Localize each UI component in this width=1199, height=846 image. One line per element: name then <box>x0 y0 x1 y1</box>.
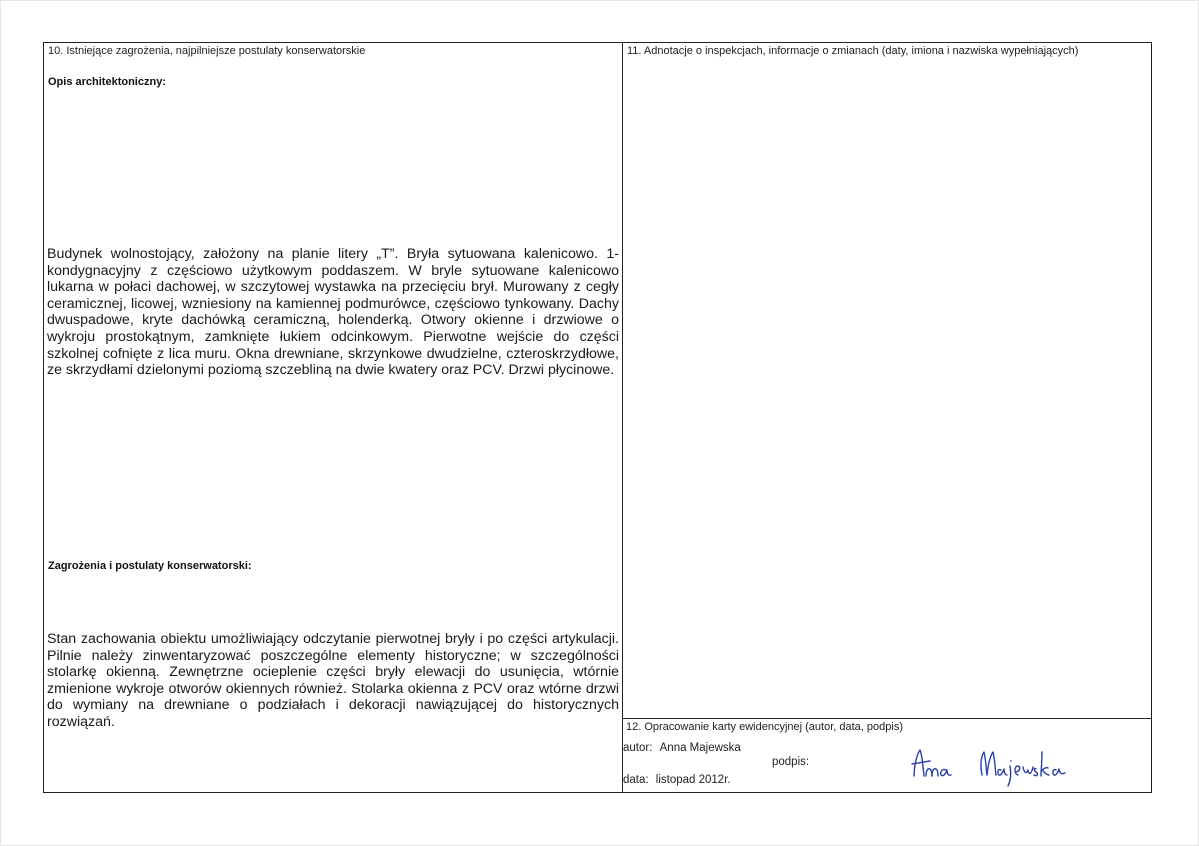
signature-label: podpis: <box>772 756 810 768</box>
architecture-description: Budynek wolnostojący, założony na planie litery „T”. Bryła sytuowana kalenicowo. 1-kondygnacyjny z częściowo użytkowym poddaszem. W bryle sytuowane kalenicowo lukarna w połaci dachowej, w szczytowej wystawka na przecięciu brył. Murowany z cegły ceramicznej, licowej, wzniesiony na kamiennej podmurówce, częściowo tynkowany. Dachy dwuspadowe, kryte dachówką ceramiczną, holenderką. Otwory okienne i drzwiowe o wykroju prostokątnym, zamknięte łukiem odcinkowym. Pierwotne wejście do części szkolnej cofnięte z lica muru. Okna drewniane, skrzynkowe dwudzielne, czteroskrzydłowe, ze skrzydłami dzielonymi poziomą szczebliną na dwie kwatery oraz PCV. Drzwi płycinowe. <box>47 246 619 379</box>
author-value: Anna Majewska <box>659 742 741 754</box>
threats-description: Stan zachowania obiektu umożliwiający odczytanie pierwotnej bryły i po części artykulacji. Pilnie należy zinwentaryzować poszczególne elementy historyczne; w szczególności stolarkę okienną. Zewnętrzne ocieplenie części bryły elewacji do usunięcia, wtórnie zmienione wykroje otworów okiennych również. Stolarka okienna z PCV oraz wtórne drzwi do wymiany na drewniane o podziałach i dekoracji nawiązującej do historycznych rozwiązań. <box>47 631 619 730</box>
author-label: autor: <box>623 742 653 754</box>
section-12-heading: 12. Opracowanie karty ewidencyjnej (autor, data, podpis) <box>626 721 903 733</box>
section-11-heading: 11. Adnotacje o inspekcjach, informacje o zmianach (daty, imiona i nazwiska wypełniających) <box>627 45 1079 57</box>
handwritten-signature <box>868 742 1068 788</box>
column-divider <box>622 43 623 792</box>
date-label: data: <box>623 774 649 786</box>
architecture-title: Opis architektoniczny: <box>48 76 166 88</box>
section-10-heading: 10. Istniejące zagrożenia, najpilniejsze postulaty konserwatorskie <box>48 45 366 57</box>
threats-title: Zagrożenia i postulaty konserwatorski: <box>48 560 252 572</box>
date-value: listopad 2012r. <box>655 774 731 786</box>
date-field <box>623 774 731 786</box>
author-field <box>623 742 741 754</box>
section-divider <box>622 718 1151 719</box>
form-frame <box>43 42 1152 793</box>
